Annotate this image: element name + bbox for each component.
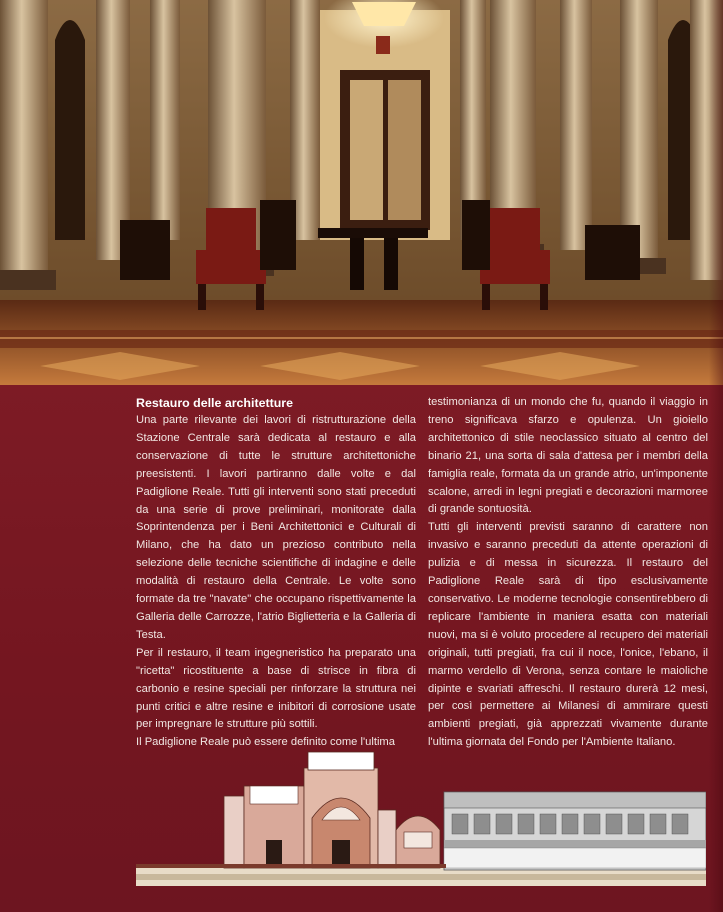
article-left-column — [136, 394, 416, 752]
article-right-column — [428, 394, 708, 752]
paragraph: Per il restauro, il team ingegneristico ha preparato una "ricetta" ricostituente a base di strisce in fibra di carbonio e resine speciali per rinforzare la struttura nei punti critici e altre resine e inibitori di corrosione usate per impregnare le strutture più sottili. — [136, 646, 416, 731]
hall-photo — [0, 0, 723, 385]
page-edge-shadow — [709, 0, 723, 912]
paragraph: Tutti gli interventi previsti saranno di carattere non invasivo e saranno preceduti da attente operazioni di pulizia e di messa in sicurezza. Il restauro del Padiglione Reale sarà di tipo esclusivamente conservativo. Le moderne tecnologie consentirebbero di replicare l'ambiente in maniera esatta con materiali nuovi, ma si è voluto procedere al recupero dei materiali originali, tutti pregiati, fra cui il noce, l'onice, l'ebano, il marmo verdello di Verona, senza contare le maioliche dipinte e svariati affreschi. Il restauro durerà 12 mesi, per così permettere ai Milanesi di ammirare questi ambienti pregiati, già apprezzati vivamente durante l'ultima giornata del Fondo per l'Ambiente Italiano. — [428, 521, 708, 749]
article-heading: Restauro delle architetture — [136, 396, 293, 410]
elevation-drawing — [136, 748, 706, 888]
paragraph: Il Padiglione Reale può essere definito come l'ultima — [136, 736, 395, 749]
paragraph: Una parte rilevante dei lavori di ristrutturazione della Stazione Centrale sarà dedicata al restauro e alla conservazione di tutte le strutture architettoniche preesistenti. I lavori partiranno dalle volte e dal Padiglione Reale. Tutti gli interventi sono stati preceduti da una serie di prove preliminari, monitorate dalla Soprintendenza per i Beni Architettonici e Culturali di Milano, che ha dato un prezioso contributo nella selezione delle tecniche scientifiche di indagine e delle modalità di restauro della Centrale. Le volte sono formate da tre "navate" che occupano rispettivamente la Galleria delle Carrozze, l'atrio Biglietteria e la Galleria di Testa. — [136, 414, 416, 641]
paragraph: testimonianza di un mondo che fu, quando il viaggio in treno significava sfarzo e opulenza. Un gioiello architettonico di stile neoclassico situato al centro del binario 21, una sorta di sala d'attesa per i membri della famiglia reale, formata da un grande atrio, un'imponente scalone, arredi in legni pregiati e decorazioni marmoree di grande sontuosità. — [428, 396, 708, 516]
